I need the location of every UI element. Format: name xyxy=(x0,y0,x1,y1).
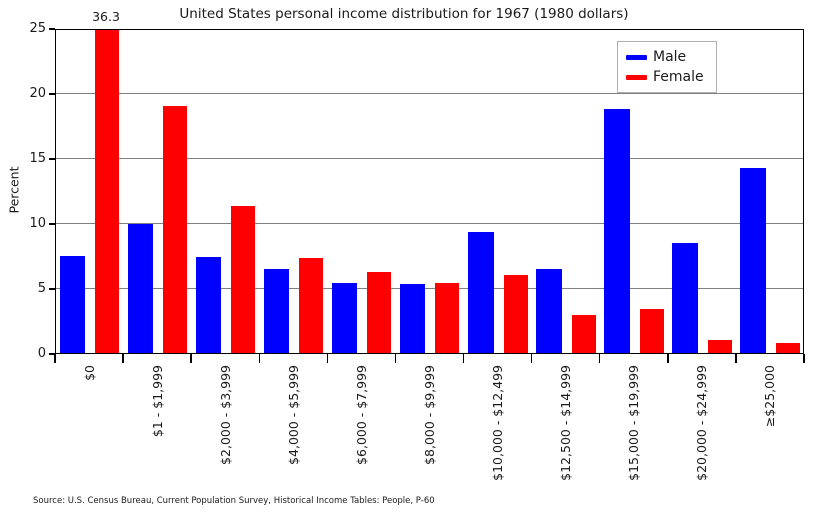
y-tick-mark xyxy=(49,223,55,225)
bar-male-2 xyxy=(196,257,222,353)
x-tick-mark xyxy=(395,354,397,363)
bar-female-0 xyxy=(95,29,119,353)
y-tick-label: 20 xyxy=(29,86,46,101)
x-tick-label: ≥$25,000 xyxy=(762,365,778,428)
bar-female-9 xyxy=(708,340,732,353)
x-tick-mark xyxy=(327,354,329,363)
x-tick-mark xyxy=(463,354,465,363)
y-tick-mark xyxy=(49,288,55,290)
x-tick-mark xyxy=(531,354,533,363)
x-tick-mark xyxy=(667,354,669,363)
x-tick-label: $15,000 - $19,999 xyxy=(626,365,642,481)
x-tick-label: $12,500 - $14,999 xyxy=(558,365,574,481)
bar-female-3 xyxy=(299,258,323,353)
x-tick-mark xyxy=(735,354,737,363)
x-tick-mark xyxy=(259,354,261,363)
legend-item-female xyxy=(626,67,704,87)
legend-item-male xyxy=(626,47,704,67)
bar-male-8 xyxy=(604,109,630,353)
y-tick-mark xyxy=(49,158,55,160)
male-legend-swatch xyxy=(626,55,647,60)
y-tick-label: 15 xyxy=(29,151,46,166)
x-tick-mark xyxy=(54,354,56,363)
x-tick-mark xyxy=(803,354,805,363)
bar-male-1 xyxy=(128,224,154,353)
y-tick-mark xyxy=(49,93,55,95)
bar-female-4 xyxy=(367,272,391,353)
bar-male-3 xyxy=(264,269,290,354)
bar-male-5 xyxy=(400,284,426,353)
x-tick-label: $4,000 - $5,999 xyxy=(285,365,301,465)
plot-area xyxy=(55,29,804,354)
female-legend-label: Female xyxy=(653,69,704,85)
bar-male-4 xyxy=(332,283,358,353)
bar-female-10 xyxy=(776,343,800,353)
x-tick-label: $0 xyxy=(81,365,97,381)
bar-female-1 xyxy=(163,106,187,353)
bar-male-6 xyxy=(468,232,494,353)
y-axis-label: Percent xyxy=(6,166,22,214)
source-note: Source: U.S. Census Bureau, Current Population Survey, Historical Income Tables: People, P-60 xyxy=(33,496,435,506)
y-tick-mark xyxy=(49,28,55,30)
chart-title: United States personal income distribution for 1967 (1980 dollars) xyxy=(179,6,629,22)
x-tick-label: $8,000 - $9,999 xyxy=(422,365,437,465)
x-tick-label: $1 - $1,999 xyxy=(149,365,165,438)
bar-female-6 xyxy=(504,275,528,353)
bar-male-7 xyxy=(536,269,562,354)
x-tick-mark xyxy=(599,354,601,363)
x-tick-mark xyxy=(122,354,124,363)
bar-female-5 xyxy=(435,283,459,353)
male-legend-label: Male xyxy=(653,49,687,65)
bar-female-8 xyxy=(640,309,664,353)
x-tick-label: $6,000 - $7,999 xyxy=(353,365,369,465)
x-tick-label: $20,000 - $24,999 xyxy=(694,365,710,481)
y-tick-label: 10 xyxy=(29,216,46,231)
bar-male-0 xyxy=(60,256,86,354)
legend xyxy=(617,41,717,93)
female-legend-swatch xyxy=(626,75,647,80)
x-tick-label: $10,000 - $12,499 xyxy=(490,365,506,481)
y-tick-label: 0 xyxy=(37,346,46,361)
annotation-value-label: 36.3 xyxy=(92,9,120,24)
y-tick-label: 25 xyxy=(29,21,46,36)
bar-female-7 xyxy=(572,315,596,353)
y-tick-label: 5 xyxy=(37,281,46,296)
bar-male-9 xyxy=(672,243,698,354)
bar-female-2 xyxy=(231,206,255,353)
x-tick-mark xyxy=(190,354,192,363)
x-tick-label: $2,000 - $3,999 xyxy=(217,365,233,465)
bar-male-10 xyxy=(740,168,766,353)
